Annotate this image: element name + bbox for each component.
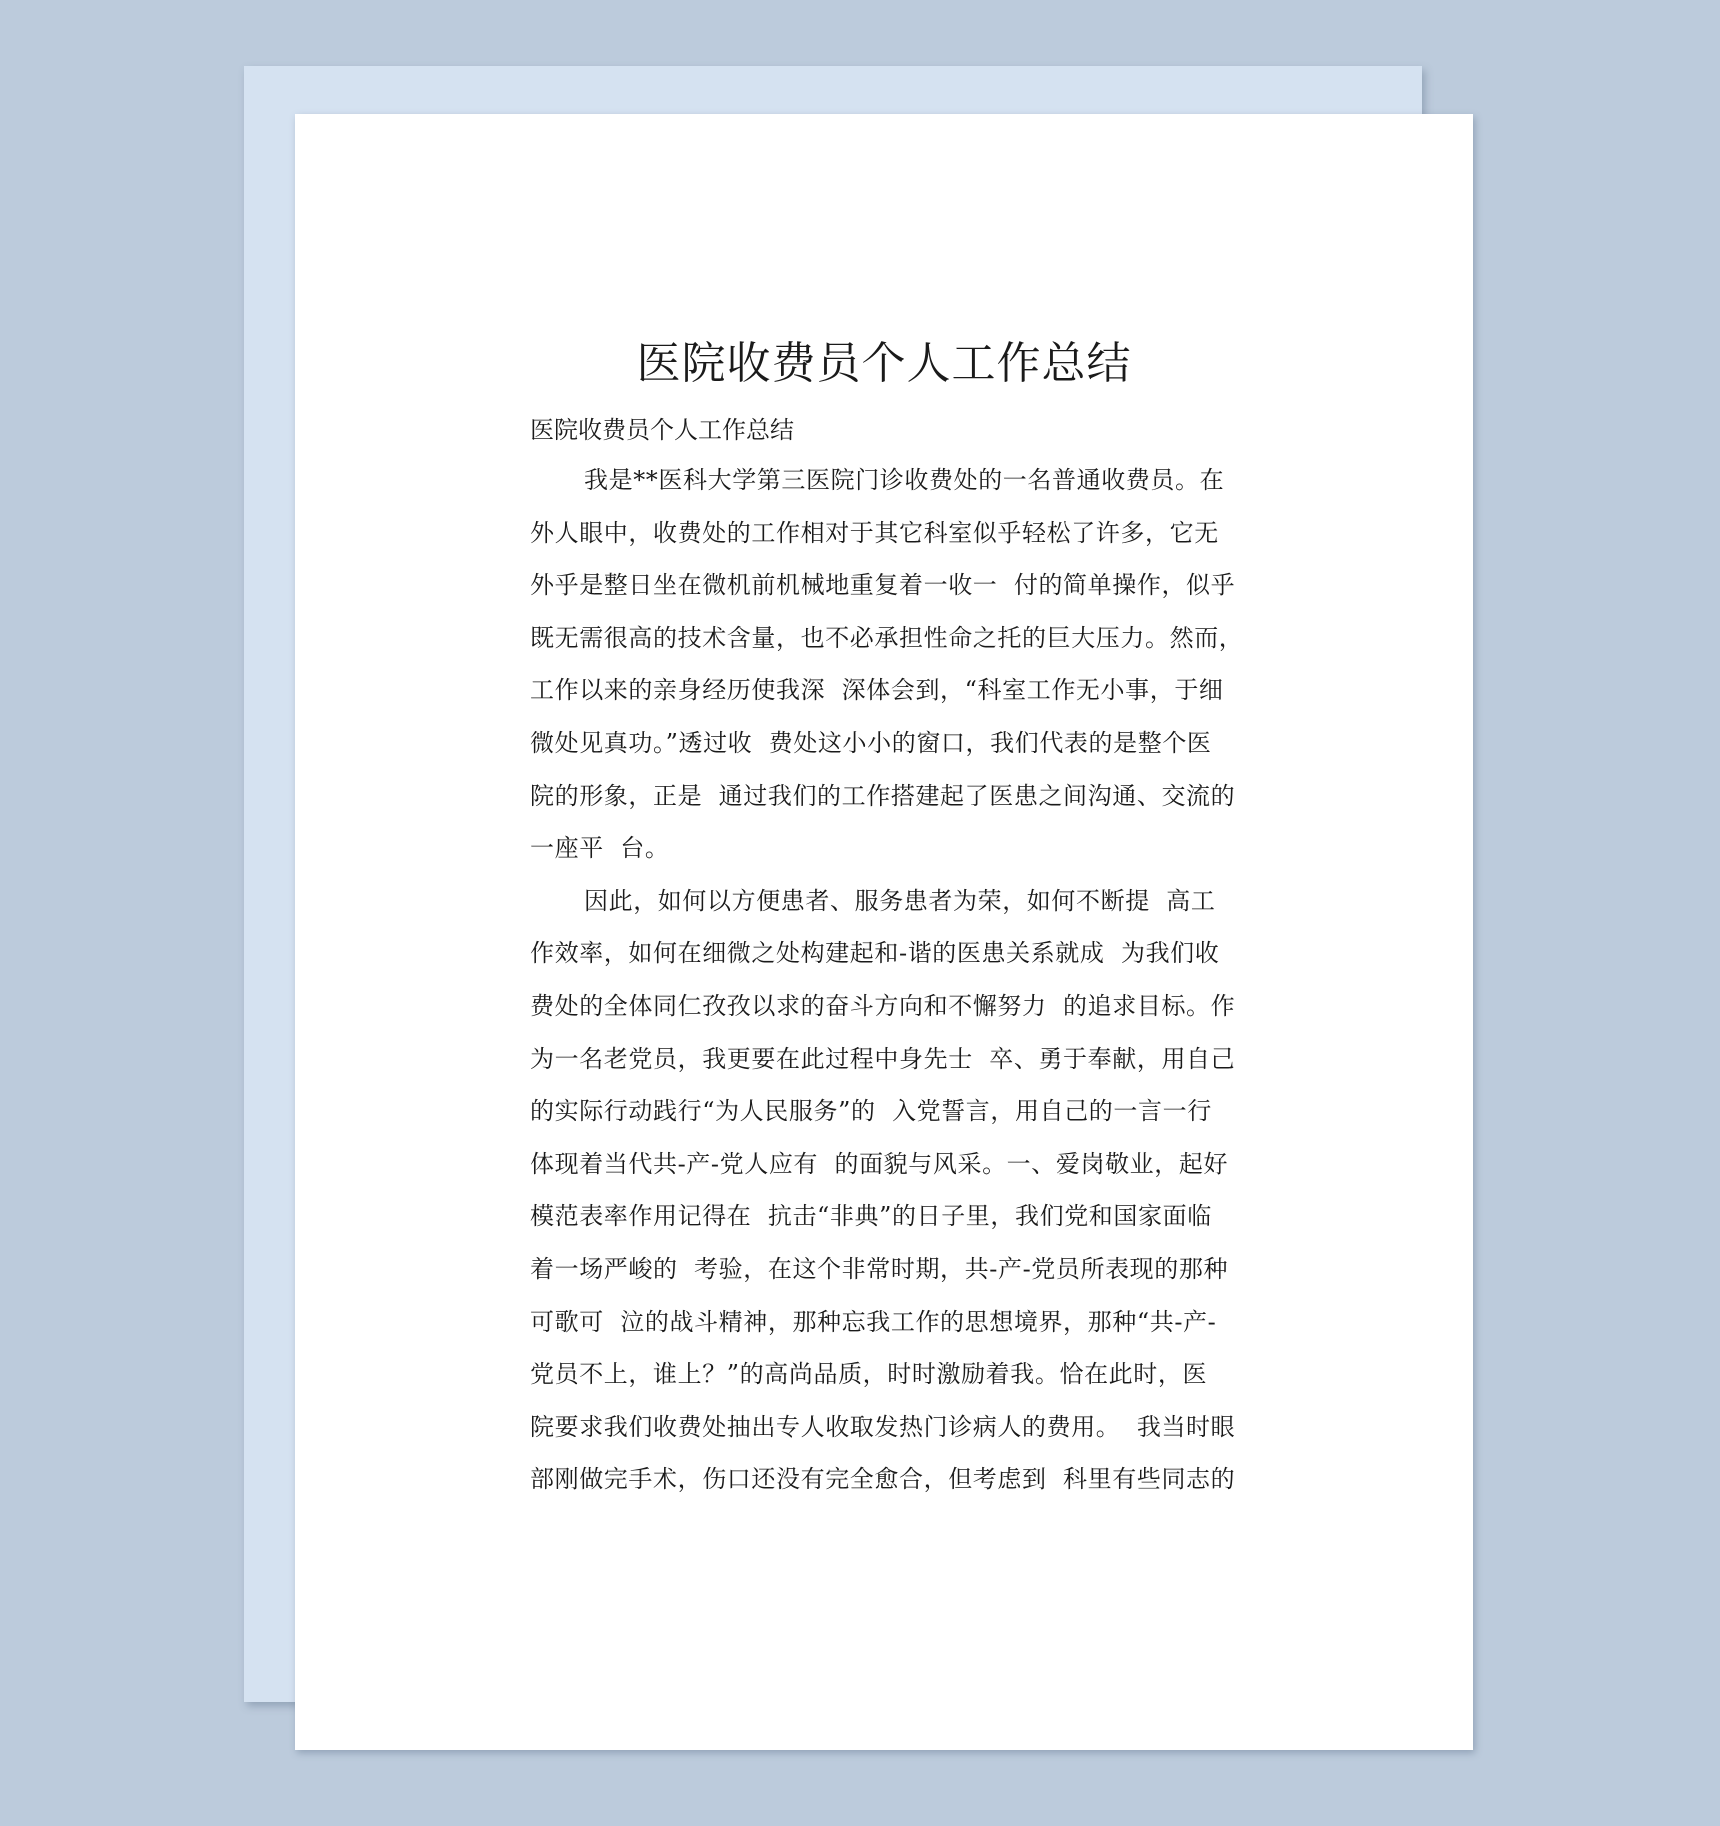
text-line: 作效率，如何在细微之处构建起和-谐的医患关系就成 为我们收: [530, 939, 1220, 968]
text-line: 党员不上，谁上？”的高尚品质，时时激励着我。恰在此时，医: [530, 1360, 1208, 1389]
text-line: 微处见真功。”透过收 费处这小小的窗口，我们代表的是整个医: [530, 728, 1212, 757]
text-line: 院要求我们收费处抽出专人收取发热门诊病人的费用。 我当时眼: [530, 1412, 1236, 1441]
text-line: 工作以来的亲身经历使我深 深体会到，“科室工作无小事，于细: [530, 676, 1224, 705]
text-line: 因此，如何以方便患者、服务患者为荣，如何不断提 高工: [584, 886, 1216, 915]
text-line: 模范表率作用记得在 抗击“非典”的日子里，我们党和国家面临: [530, 1202, 1212, 1231]
document-page: [295, 114, 1473, 1750]
text-line: 部刚做完手术，伤口还没有完全愈合，但考虑到 科里有些同志的: [530, 1465, 1236, 1494]
document-body: [530, 460, 1260, 1512]
document-title: 医院收费员个人工作总结: [636, 338, 1132, 389]
text-line: 既无需很高的技术含量，也不必承担性命之托的巨大压力。然而，: [530, 623, 1244, 652]
text-line: 院的形象，正是 通过我们的工作搭建起了医患之间沟通、交流的: [530, 781, 1236, 810]
text-line: 为一名老党员，我更要在此过程中身先士 卒、勇于奉献，用自己: [530, 1044, 1236, 1073]
text-line: 着一场严峻的 考验，在这个非常时期，共-产-党员所表现的那种: [530, 1254, 1229, 1283]
text-line: 体现着当代共-产-党人应有 的面貌与风采。一、爱岗敬业，起好: [530, 1149, 1229, 1178]
paragraph-1: [530, 460, 1260, 881]
text-line: 可歌可 泣的战斗精神，那种忘我工作的思想境界，那种“共-产-: [530, 1307, 1217, 1336]
text-line: 费处的全体同仁孜孜以求的奋斗方向和不懈努力 的追求目标。作: [530, 991, 1236, 1020]
text-line: 我是**医科大学第三医院门诊收费处的一名普通收费员。在: [584, 466, 1225, 494]
text-line: 外人眼中，收费处的工作相对于其它科室似乎轻松了许多，它无: [530, 518, 1219, 547]
text-line: 外乎是整日坐在微机前机械地重复着一收一 付的简单操作，似乎: [530, 571, 1236, 600]
text-line: 的实际行动践行“为人民服务”的 入党誓言，用自己的一言一行: [530, 1097, 1212, 1126]
document-subtitle: 医院收费员个人工作总结: [530, 416, 794, 444]
paragraph-2: [530, 881, 1260, 1512]
text-line: 一座平 台。: [530, 834, 670, 863]
